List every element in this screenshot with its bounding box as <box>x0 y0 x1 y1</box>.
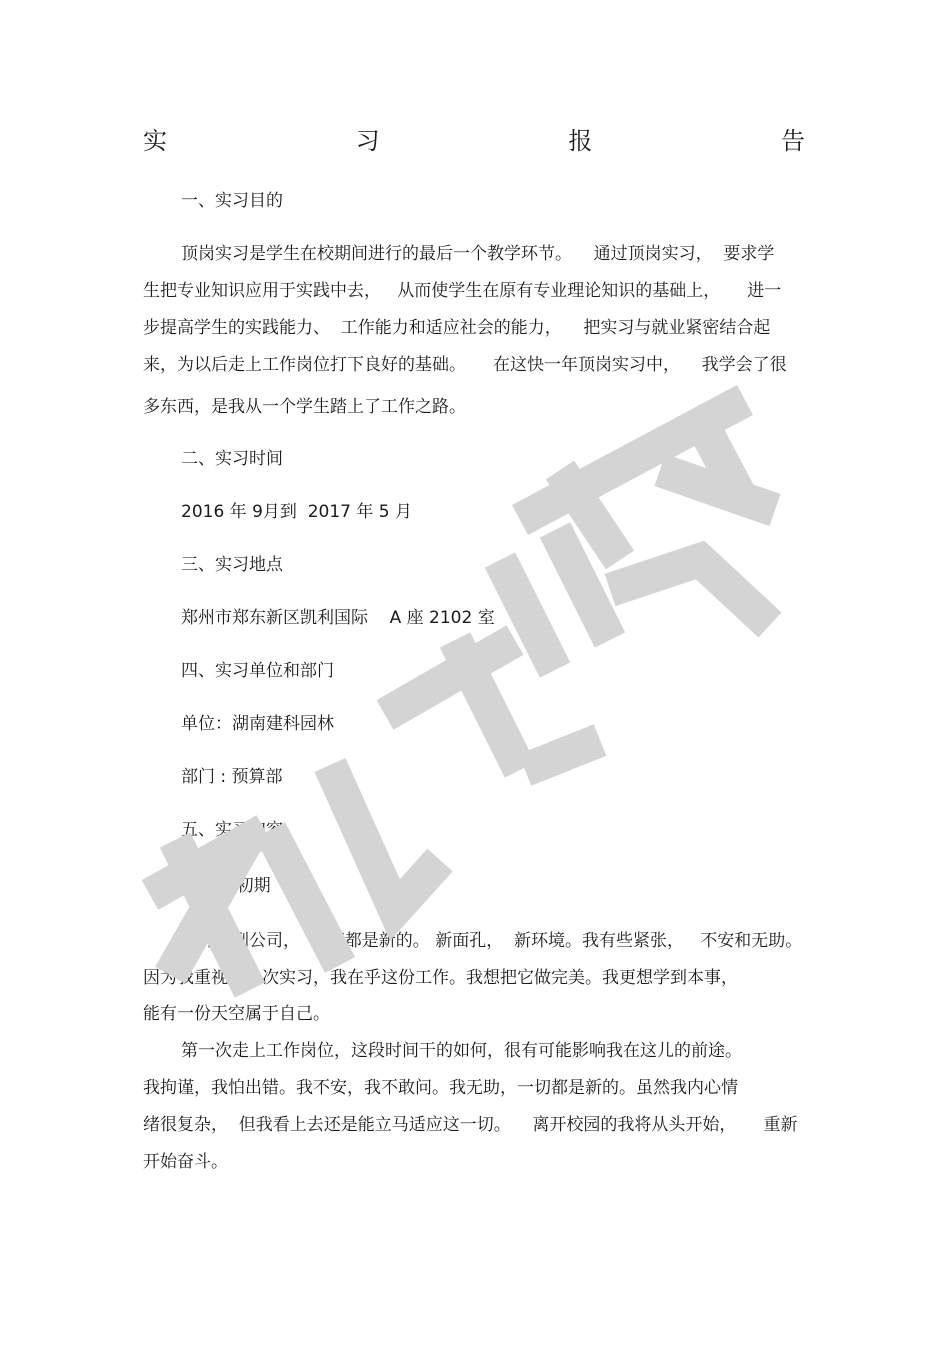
section-heading-purpose: 一、实习目的 <box>181 191 283 211</box>
paragraph-line: 我拘谨，我怕出错。我不安，我不敢问。我无助，一切都是新的。虽然我内心情 <box>143 1078 738 1098</box>
section-heading-content: 五、实习内容 <box>181 820 283 840</box>
paragraph-line: 步提高学生的实践能力、 工作能力和适应社会的能力， 把实习与就业紧密结合起 <box>143 318 771 338</box>
paragraph-line: 生把专业知识应用于实践中去， 从而使学生在原有专业理论知识的基础上， 进一 <box>143 281 782 301</box>
paragraph-line: 多东西，是我从一个学生踏上了工作之路。 <box>143 397 466 417</box>
title-char: 实 <box>143 127 167 155</box>
internship-unit: 单位：湖南建科园林 <box>181 714 334 734</box>
paragraph-line: 顶岗实习是学生在校期间进行的最后一个教学环节。 通过顶岗实习， 要求学 <box>181 244 775 264</box>
paragraph-line: 刚开始到公司， 一切都是新的。 新面孔， 新环境。我有些紧张， 不安和无助。 <box>181 931 803 951</box>
section-heading-time: 二、实习时间 <box>181 449 283 469</box>
paragraph-line: 因为我重视第一次实习，我在乎这份工作。我想把它做完美。我更想学到本事， <box>143 968 738 988</box>
paragraph-line: 开始奋斗。 <box>143 1152 228 1172</box>
title-char: 报 <box>568 127 593 155</box>
paragraph-line: 来，为以后走上工作岗位打下良好的基础。 在这快一年顶岗实习中， 我学会了很 <box>143 355 787 375</box>
internship-period: 2016 年 9月到 2017 年 5 月 <box>181 502 412 522</box>
paragraph-line: 第一次走上工作岗位，这段时间干的如何，很有可能影响我在这儿的前途。 <box>181 1041 742 1061</box>
subsection-heading: 1. 实习初期 <box>181 876 271 896</box>
internship-department: 部门 : 预算部 <box>181 767 283 787</box>
paragraph-line: 绪很复杂， 但我看上去还是能立马适应这一切。 离开校园的我将从头开始， 重新 <box>143 1115 798 1135</box>
title-char: 习 <box>355 127 380 155</box>
paragraph-line: 能有一份天空属于自己。 <box>143 1004 330 1024</box>
internship-location: 郑州市郑东新区凯利国际 A 座 2102 室 <box>181 608 495 628</box>
watermark-strokes <box>150 400 775 990</box>
section-heading-unit: 四、实习单位和部门 <box>181 661 334 681</box>
section-heading-location: 三、实习地点 <box>181 555 283 575</box>
document-title <box>143 124 805 158</box>
watermark-stroke <box>170 835 250 975</box>
title-char: 告 <box>780 127 805 155</box>
